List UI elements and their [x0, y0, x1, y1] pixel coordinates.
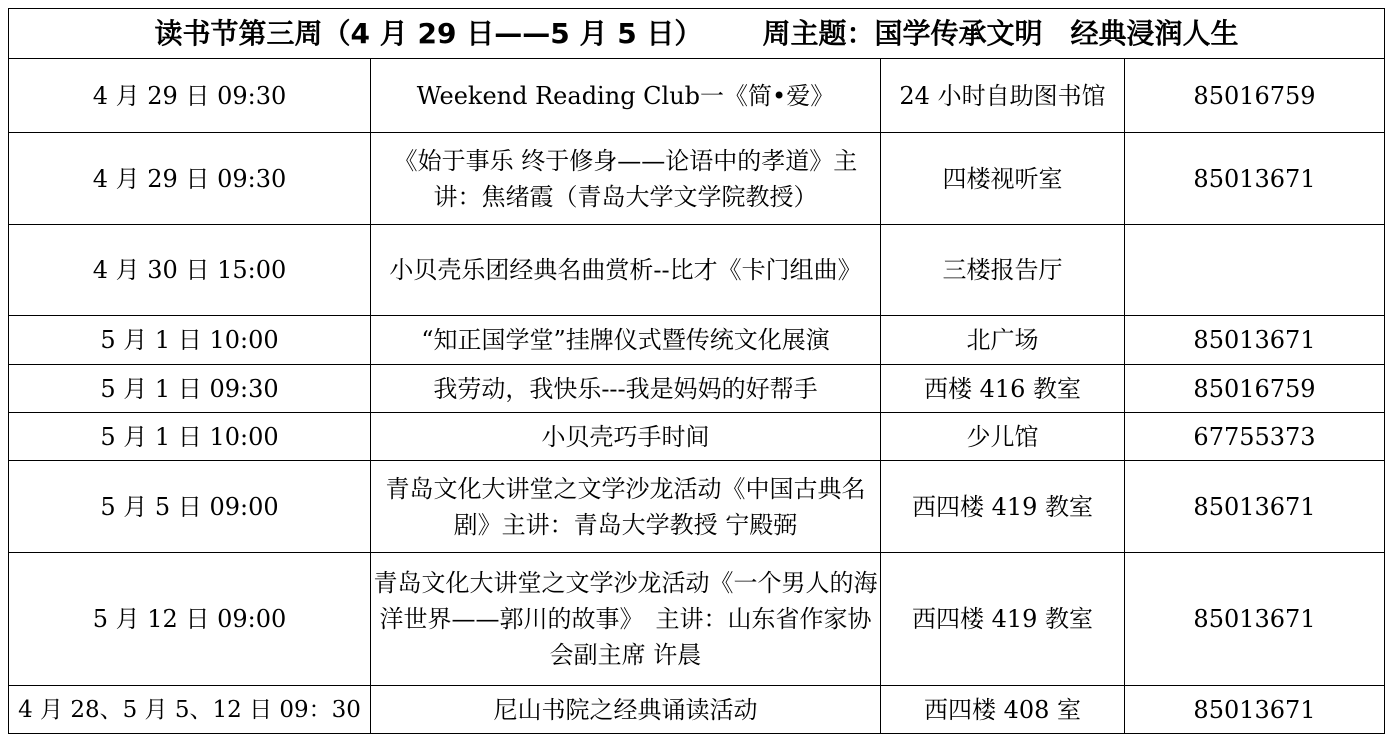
phone-cell: 85016759: [1125, 59, 1385, 133]
phone-cell: 85013671: [1125, 553, 1385, 686]
table-row: [9, 365, 1385, 413]
event-cell: 青岛文化大讲堂之文学沙龙活动《中国古典名剧》主讲：青岛大学教授 宁殿弼: [371, 461, 881, 553]
time-cell: 5 月 5 日 09:00: [9, 461, 371, 553]
time-cell: 4 月 28、5 月 5、12 日 09：30: [9, 686, 371, 734]
event-cell: 小贝壳巧手时间: [371, 413, 881, 461]
table-row: [9, 686, 1385, 734]
schedule-table: [8, 8, 1385, 734]
table-row: [9, 133, 1385, 225]
place-cell: 少儿馆: [881, 413, 1125, 461]
phone-cell: 85013671: [1125, 461, 1385, 553]
event-cell: 青岛文化大讲堂之文学沙龙活动《一个男人的海洋世界——郭川的故事》 主讲：山东省作家协会副主席 许晨: [371, 553, 881, 686]
title-row: [9, 9, 1385, 59]
phone-cell: 67755373: [1125, 413, 1385, 461]
place-cell: 西楼 416 教室: [881, 365, 1125, 413]
place-cell: 四楼视听室: [881, 133, 1125, 225]
event-cell: 尼山书院之经典诵读活动: [371, 686, 881, 734]
event-cell: 小贝壳乐团经典名曲赏析--比才《卡门组曲》: [371, 225, 881, 316]
time-cell: 5 月 1 日 10:00: [9, 316, 371, 365]
table-row: [9, 553, 1385, 686]
table-row: [9, 461, 1385, 553]
table-row: [9, 316, 1385, 365]
place-cell: 24 小时自助图书馆: [881, 59, 1125, 133]
place-cell: 西四楼 419 教室: [881, 553, 1125, 686]
phone-cell: [1125, 225, 1385, 316]
phone-cell: 85016759: [1125, 365, 1385, 413]
time-cell: 5 月 12 日 09:00: [9, 553, 371, 686]
table-row: [9, 59, 1385, 133]
event-cell: 《始于事乐 终于修身——论语中的孝道》主讲：焦绪霞（青岛大学文学院教授）: [371, 133, 881, 225]
event-cell: 我劳动，我快乐---我是妈妈的好帮手: [371, 365, 881, 413]
time-cell: 5 月 1 日 09:30: [9, 365, 371, 413]
place-cell: 三楼报告厅: [881, 225, 1125, 316]
place-cell: 西四楼 419 教室: [881, 461, 1125, 553]
place-cell: 北广场: [881, 316, 1125, 365]
week-title: 读书节第三周（4 月 29 日——5 月 5 日）: [154, 16, 703, 50]
table-row: [9, 413, 1385, 461]
phone-cell: 85013671: [1125, 133, 1385, 225]
time-cell: 4 月 30 日 15:00: [9, 225, 371, 316]
phone-cell: 85013671: [1125, 686, 1385, 734]
event-cell: “知正国学堂”挂牌仪式暨传统文化展演: [371, 316, 881, 365]
event-cell: Weekend Reading Club一《简•爱》: [371, 59, 881, 133]
phone-cell: 85013671: [1125, 316, 1385, 365]
week-theme: 周主题：国学传承文明 经典浸润人生: [762, 16, 1239, 50]
time-cell: 5 月 1 日 10:00: [9, 413, 371, 461]
time-cell: 4 月 29 日 09:30: [9, 133, 371, 225]
time-cell: 4 月 29 日 09:30: [9, 59, 371, 133]
place-cell: 西四楼 408 室: [881, 686, 1125, 734]
table-row: [9, 225, 1385, 316]
schedule-title: [9, 9, 1385, 59]
